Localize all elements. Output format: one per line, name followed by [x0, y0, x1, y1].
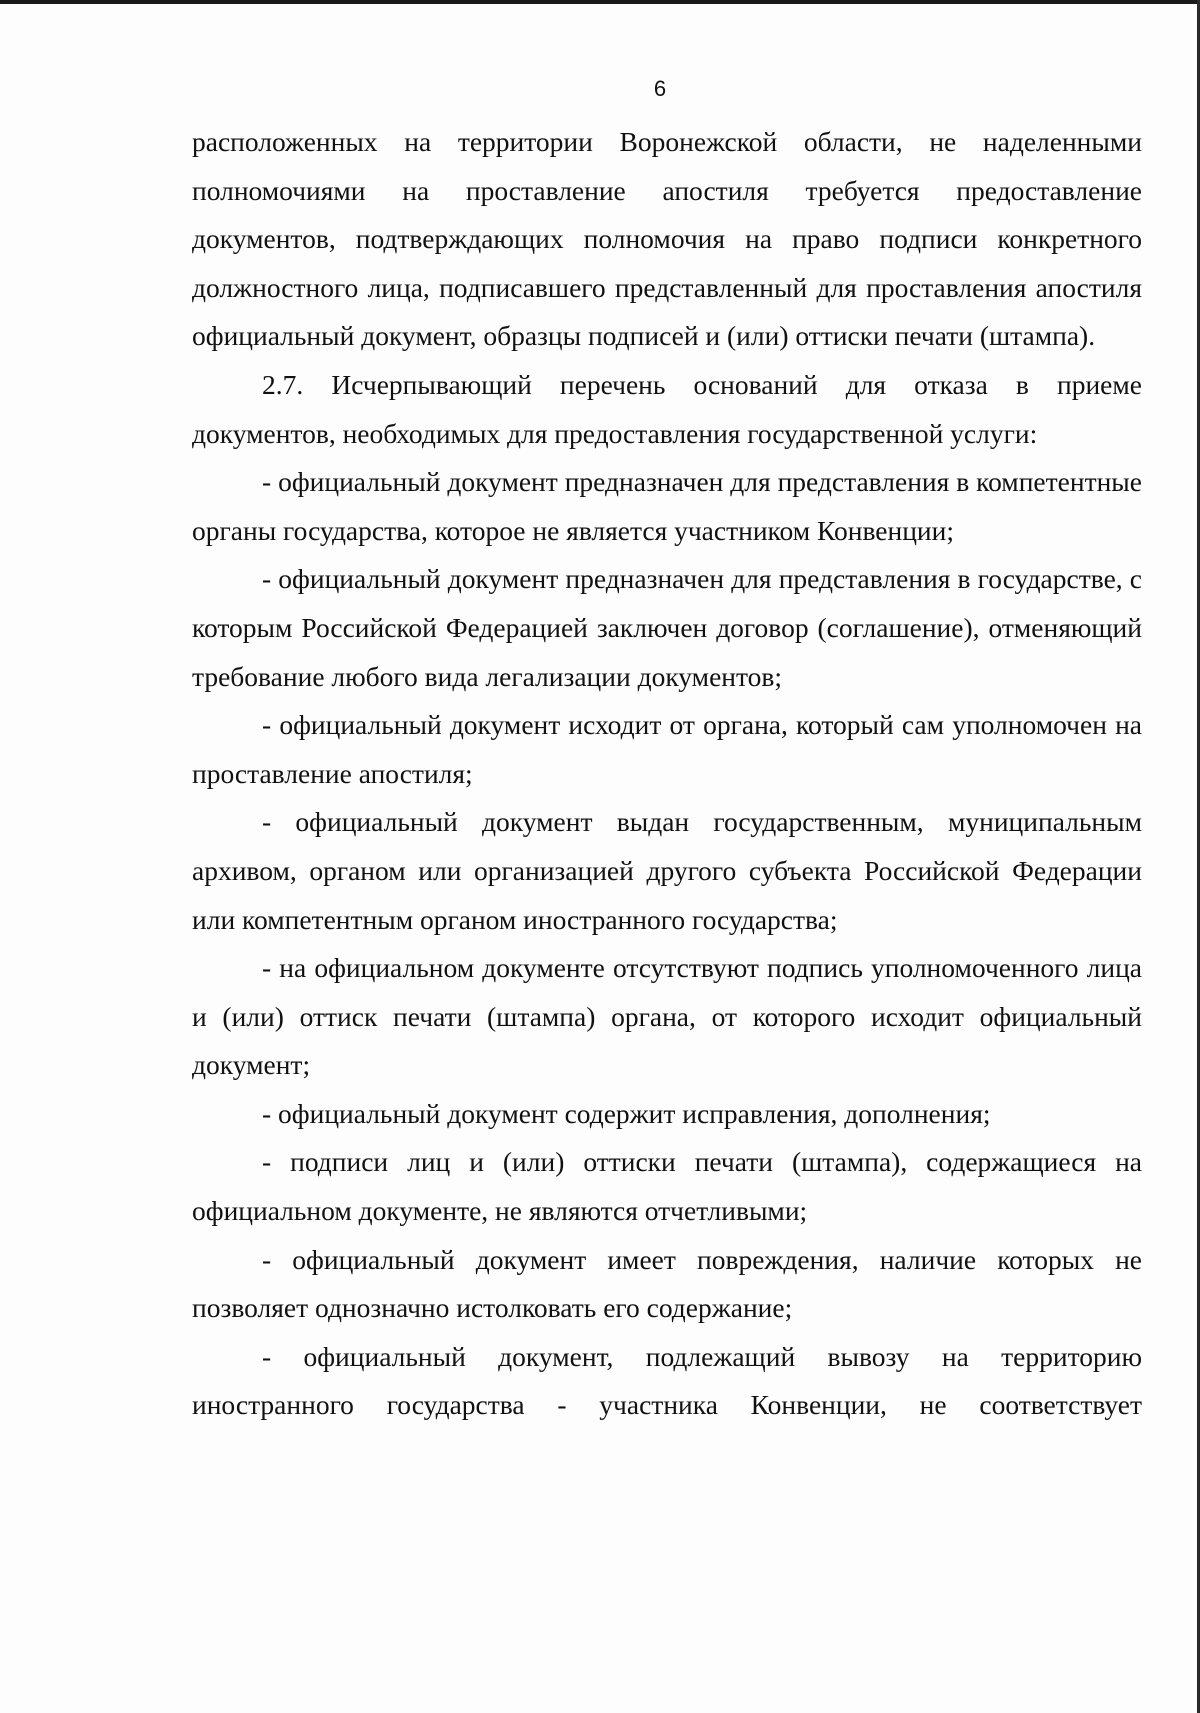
list-item: - официальный документ предназначен для представления в компетентные органы государства, которое не является участником Конвенции;	[192, 466, 1142, 546]
document-body	[192, 118, 1142, 1430]
paragraph: 2.7. Исчерпывающий перечень оснований для отказа в приеме документов, необходимых для предоставления государственной услуги:	[192, 368, 1142, 449]
list-item: - официальный документ исходит от органа, который сам уполномочен на проставление апостиля;	[192, 709, 1142, 789]
list-item: - официальный документ предназначен для представления в государстве, с которым Российской Федерацией заключен договор (соглашение), отменяющий требование любого вида легализации документов;	[192, 563, 1142, 692]
list-item: - официальный документ имеет повреждения, наличие которых не позволяет однозначно истолковать его содержание;	[192, 1243, 1142, 1324]
list-item: - официальный документ содержит исправления, дополнения;	[262, 1097, 991, 1129]
list-item: - на официальном документе отсутствуют подпись уполномоченного лица и (или) оттиск печати (штампа) органа, от которого исходит официальный документ;	[192, 952, 1142, 1081]
paragraph: расположенных на территории Воронежской области, не наделенными полномочиями на проставление апостиля требуется предоставление документов, подтверждающих полномочия на право подписи конкретного должностного лица, подписавшего представленный для проставления апостиля официальный документ, образцы подписей и (или) оттиски печати (штампа).	[192, 126, 1142, 352]
list-item: - официальный документ, подлежащий вывозу на территорию иностранного государства - участника Конвенции, не соответствует	[192, 1340, 1142, 1421]
scan-edge-top	[0, 0, 1200, 4]
page-number: 6	[653, 76, 667, 101]
list-item: - подписи лиц и (или) оттиски печати (штампа), содержащиеся на официальном документе, не являются отчетливыми;	[192, 1146, 1142, 1227]
list-item: - официальный документ выдан государственным, муниципальным архивом, органом или организацией другого субъекта Российской Федерации или компетентным органом иностранного государства;	[192, 806, 1142, 935]
